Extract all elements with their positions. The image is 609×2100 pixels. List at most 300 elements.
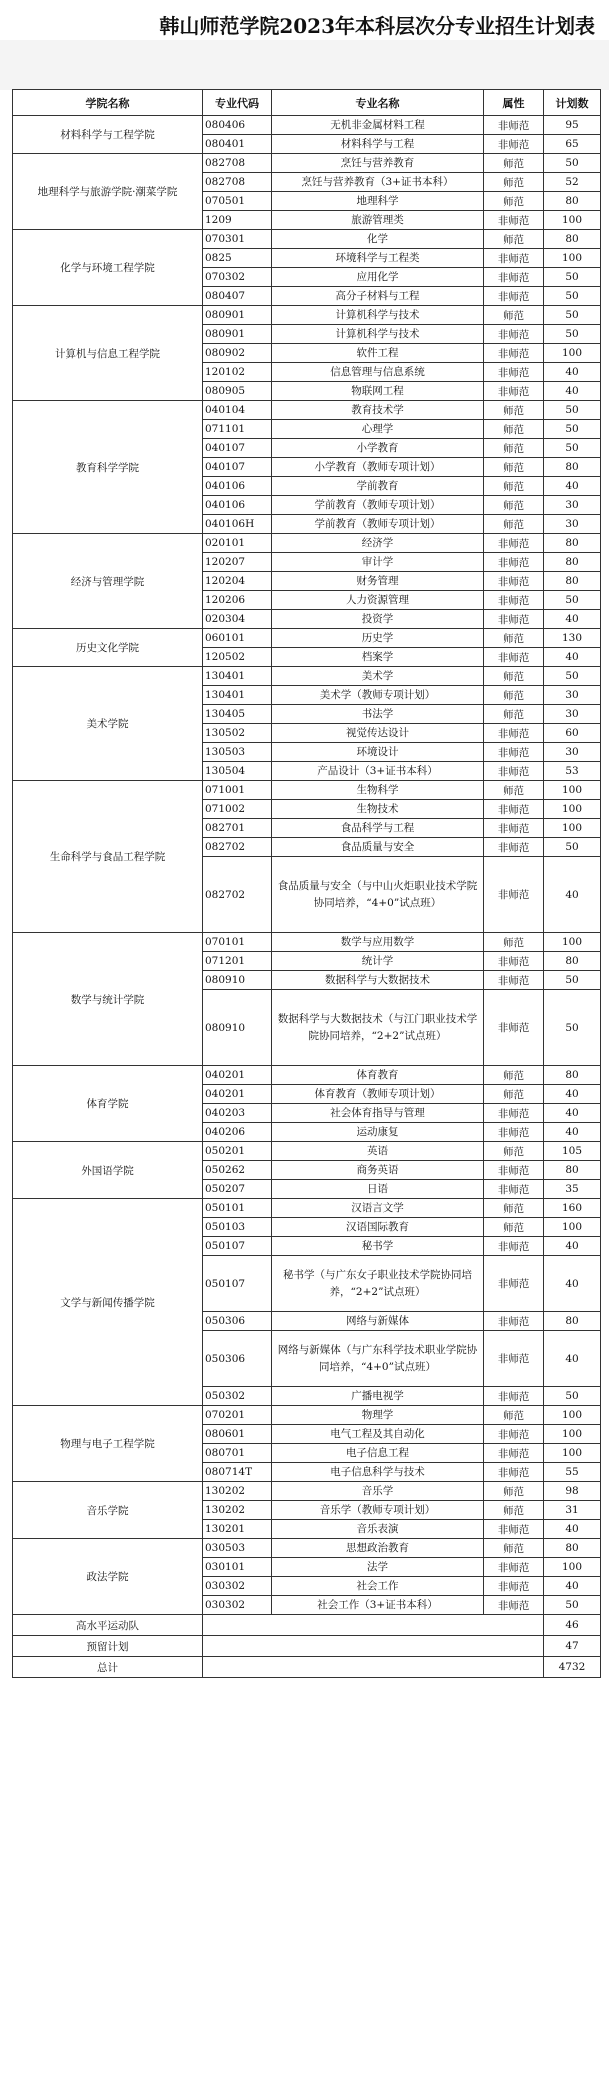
major-code: 070101	[203, 933, 272, 952]
major-name: 小学教育（教师专项计划）	[272, 458, 484, 477]
major-name: 投资学	[272, 610, 484, 629]
major-code: 080601	[203, 1425, 272, 1444]
major-name: 音乐表演	[272, 1520, 484, 1539]
major-code: 080910	[203, 990, 272, 1066]
plan-count: 80	[544, 1312, 601, 1331]
table-header-row	[13, 90, 601, 116]
plan-count: 130	[544, 629, 601, 648]
plan-count: 50	[544, 990, 601, 1066]
college-name: 政法学院	[13, 1539, 203, 1615]
college-name: 材料科学与工程学院	[13, 116, 203, 154]
major-name: 秘书学	[272, 1237, 484, 1256]
major-code: 040201	[203, 1085, 272, 1104]
summary-label: 预留计划	[13, 1636, 203, 1657]
major-code: 071101	[203, 420, 272, 439]
major-name: 美术学（教师专项计划）	[272, 686, 484, 705]
major-code: 070201	[203, 1406, 272, 1425]
plan-count: 100	[544, 1406, 601, 1425]
major-code: 050107	[203, 1256, 272, 1312]
major-attribute: 师范	[484, 439, 544, 458]
major-name: 历史学	[272, 629, 484, 648]
major-attribute: 非师范	[484, 268, 544, 287]
major-code: 130401	[203, 667, 272, 686]
major-code: 130401	[203, 686, 272, 705]
major-code: 080902	[203, 344, 272, 363]
major-code: 030302	[203, 1577, 272, 1596]
major-code: 050207	[203, 1180, 272, 1199]
major-attribute: 非师范	[484, 1161, 544, 1180]
plan-count: 100	[544, 211, 601, 230]
major-code: 080401	[203, 135, 272, 154]
table-row	[13, 1199, 601, 1218]
major-attribute: 师范	[484, 230, 544, 249]
plan-count: 50	[544, 287, 601, 306]
plan-count: 100	[544, 800, 601, 819]
major-name: 社会体育指导与管理	[272, 1104, 484, 1123]
major-name: 财务管理	[272, 572, 484, 591]
major-code: 050302	[203, 1387, 272, 1406]
college-name: 计算机与信息工程学院	[13, 306, 203, 401]
major-code: 130503	[203, 743, 272, 762]
summary-empty-cell	[203, 1615, 544, 1636]
summary-row	[13, 1636, 601, 1657]
plan-count: 40	[544, 1123, 601, 1142]
plan-count: 40	[544, 610, 601, 629]
plan-count: 100	[544, 933, 601, 952]
major-code: 071001	[203, 781, 272, 800]
major-attribute: 师范	[484, 1142, 544, 1161]
major-code: 040107	[203, 439, 272, 458]
major-attribute: 非师范	[484, 1463, 544, 1482]
plan-count: 40	[544, 1256, 601, 1312]
table-row	[13, 629, 601, 648]
major-code: 070501	[203, 192, 272, 211]
major-name: 旅游管理类	[272, 211, 484, 230]
table-row	[13, 230, 601, 249]
plan-count: 50	[544, 667, 601, 686]
major-attribute: 非师范	[484, 724, 544, 743]
major-name: 日语	[272, 1180, 484, 1199]
plan-count: 50	[544, 838, 601, 857]
plan-count: 53	[544, 762, 601, 781]
major-name: 书法学	[272, 705, 484, 724]
plan-count: 40	[544, 857, 601, 933]
plan-count: 40	[544, 1104, 601, 1123]
major-attribute: 师范	[484, 1199, 544, 1218]
summary-empty-cell	[203, 1636, 544, 1657]
major-attribute: 非师范	[484, 249, 544, 268]
plan-count: 65	[544, 135, 601, 154]
major-attribute: 师范	[484, 686, 544, 705]
plan-count: 50	[544, 401, 601, 420]
major-attribute: 非师范	[484, 1577, 544, 1596]
major-code: 070302	[203, 268, 272, 287]
major-code: 071002	[203, 800, 272, 819]
major-attribute: 非师范	[484, 591, 544, 610]
college-name: 历史文化学院	[13, 629, 203, 667]
plan-count: 40	[544, 382, 601, 401]
major-code: 050103	[203, 1218, 272, 1237]
major-code: 120204	[203, 572, 272, 591]
plan-count: 50	[544, 439, 601, 458]
table-row	[13, 933, 601, 952]
major-code: 130502	[203, 724, 272, 743]
header-band	[0, 40, 609, 90]
major-attribute: 非师范	[484, 610, 544, 629]
major-code: 050306	[203, 1312, 272, 1331]
major-name: 食品科学与工程	[272, 819, 484, 838]
table-row	[13, 306, 601, 325]
college-name: 物理与电子工程学院	[13, 1406, 203, 1482]
major-attribute: 非师范	[484, 800, 544, 819]
header-college: 学院名称	[13, 90, 203, 116]
major-name: 社会工作	[272, 1577, 484, 1596]
major-code: 050101	[203, 1199, 272, 1218]
summary-plan-count: 46	[544, 1615, 601, 1636]
table-row	[13, 1066, 601, 1085]
major-code: 082708	[203, 173, 272, 192]
major-attribute: 非师范	[484, 838, 544, 857]
major-code: 082708	[203, 154, 272, 173]
major-name: 数学与应用数学	[272, 933, 484, 952]
major-code: 120102	[203, 363, 272, 382]
plan-count: 100	[544, 1558, 601, 1577]
major-code: 030101	[203, 1558, 272, 1577]
major-attribute: 师范	[484, 933, 544, 952]
major-code: 071201	[203, 952, 272, 971]
major-code: 040106	[203, 477, 272, 496]
plan-count: 80	[544, 572, 601, 591]
college-name: 音乐学院	[13, 1482, 203, 1539]
table-row	[13, 1539, 601, 1558]
major-code: 050107	[203, 1237, 272, 1256]
major-code: 080407	[203, 287, 272, 306]
major-attribute: 非师范	[484, 1237, 544, 1256]
major-name: 心理学	[272, 420, 484, 439]
major-name: 视觉传达设计	[272, 724, 484, 743]
major-code: 130201	[203, 1520, 272, 1539]
major-attribute: 非师范	[484, 1104, 544, 1123]
college-name: 生命科学与食品工程学院	[13, 781, 203, 933]
plan-count: 80	[544, 534, 601, 553]
major-attribute: 师范	[484, 705, 544, 724]
major-name: 产品设计（3+证书本科）	[272, 762, 484, 781]
college-name: 文学与新闻传播学院	[13, 1199, 203, 1406]
major-name: 应用化学	[272, 268, 484, 287]
major-attribute: 非师范	[484, 1312, 544, 1331]
major-name: 档案学	[272, 648, 484, 667]
major-code: 080910	[203, 971, 272, 990]
table-row	[13, 1142, 601, 1161]
college-name: 数学与统计学院	[13, 933, 203, 1066]
major-name: 软件工程	[272, 344, 484, 363]
major-code: 130405	[203, 705, 272, 724]
major-attribute: 师范	[484, 1085, 544, 1104]
major-name: 高分子材料与工程	[272, 287, 484, 306]
major-name: 运动康复	[272, 1123, 484, 1142]
major-attribute: 非师范	[484, 990, 544, 1066]
header-attribute: 属性	[484, 90, 544, 116]
major-attribute: 非师范	[484, 857, 544, 933]
major-code: 080406	[203, 116, 272, 135]
major-name: 无机非金属材料工程	[272, 116, 484, 135]
major-name: 经济学	[272, 534, 484, 553]
plan-count: 40	[544, 1331, 601, 1387]
plan-count: 98	[544, 1482, 601, 1501]
major-attribute: 非师范	[484, 572, 544, 591]
table-row	[13, 154, 601, 173]
major-code: 040106	[203, 496, 272, 515]
major-code: 040104	[203, 401, 272, 420]
major-name: 社会工作（3+证书本科）	[272, 1596, 484, 1615]
major-name: 音乐学（教师专项计划）	[272, 1501, 484, 1520]
major-attribute: 非师范	[484, 1123, 544, 1142]
major-name: 商务英语	[272, 1161, 484, 1180]
major-name: 网络与新媒体（与广东科学技术职业学院协同培养，“4+0”试点班）	[272, 1331, 484, 1387]
major-code: 130202	[203, 1501, 272, 1520]
major-attribute: 非师范	[484, 553, 544, 572]
major-attribute: 师范	[484, 306, 544, 325]
major-attribute: 师范	[484, 629, 544, 648]
plan-count: 40	[544, 1085, 601, 1104]
plan-count: 40	[544, 363, 601, 382]
major-code: 050306	[203, 1331, 272, 1387]
major-code: 030503	[203, 1539, 272, 1558]
plan-count: 160	[544, 1199, 601, 1218]
major-code: 080901	[203, 325, 272, 344]
major-attribute: 非师范	[484, 1444, 544, 1463]
major-name: 汉语言文学	[272, 1199, 484, 1218]
plan-count: 40	[544, 1237, 601, 1256]
plan-count: 50	[544, 325, 601, 344]
major-attribute: 非师范	[484, 952, 544, 971]
major-name: 体育教育（教师专项计划）	[272, 1085, 484, 1104]
major-attribute: 师范	[484, 515, 544, 534]
major-name: 美术学	[272, 667, 484, 686]
major-name: 学前教育（教师专项计划）	[272, 515, 484, 534]
major-code: 080901	[203, 306, 272, 325]
major-name: 电子信息科学与技术	[272, 1463, 484, 1482]
major-attribute: 非师范	[484, 325, 544, 344]
major-attribute: 师范	[484, 477, 544, 496]
plan-count: 80	[544, 1161, 601, 1180]
major-name: 人力资源管理	[272, 591, 484, 610]
major-name: 生物技术	[272, 800, 484, 819]
table-body	[13, 116, 601, 1678]
college-name: 外国语学院	[13, 1142, 203, 1199]
major-name: 材料科学与工程	[272, 135, 484, 154]
major-code: 020101	[203, 534, 272, 553]
plan-count: 40	[544, 648, 601, 667]
plan-count: 50	[544, 1596, 601, 1615]
plan-count: 95	[544, 116, 601, 135]
major-name: 体育教育	[272, 1066, 484, 1085]
major-attribute: 非师范	[484, 648, 544, 667]
plan-count: 100	[544, 819, 601, 838]
major-name: 生物科学	[272, 781, 484, 800]
major-name: 环境设计	[272, 743, 484, 762]
major-name: 电气工程及其自动化	[272, 1425, 484, 1444]
table-row	[13, 781, 601, 800]
major-code: 120206	[203, 591, 272, 610]
college-name: 体育学院	[13, 1066, 203, 1142]
plan-count: 31	[544, 1501, 601, 1520]
plan-count: 30	[544, 515, 601, 534]
plan-count: 100	[544, 1444, 601, 1463]
plan-count: 100	[544, 1425, 601, 1444]
major-attribute: 师范	[484, 1501, 544, 1520]
major-attribute: 非师范	[484, 1558, 544, 1577]
major-name: 计算机科学与技术	[272, 306, 484, 325]
header-plan: 计划数	[544, 90, 601, 116]
major-code: 040206	[203, 1123, 272, 1142]
major-name: 化学	[272, 230, 484, 249]
plan-count: 80	[544, 192, 601, 211]
plan-count: 40	[544, 1520, 601, 1539]
major-code: 0825	[203, 249, 272, 268]
plan-count: 50	[544, 591, 601, 610]
plan-count: 60	[544, 724, 601, 743]
college-name: 美术学院	[13, 667, 203, 781]
college-name: 地理科学与旅游学院·潮菜学院	[13, 154, 203, 230]
plan-count: 30	[544, 743, 601, 762]
plan-count: 80	[544, 553, 601, 572]
summary-row	[13, 1657, 601, 1678]
major-name: 物理学	[272, 1406, 484, 1425]
major-code: 082702	[203, 838, 272, 857]
major-name: 统计学	[272, 952, 484, 971]
major-code: 080714T	[203, 1463, 272, 1482]
header-major: 专业名称	[272, 90, 484, 116]
plan-count: 80	[544, 230, 601, 249]
major-attribute: 非师范	[484, 1256, 544, 1312]
major-name: 计算机科学与技术	[272, 325, 484, 344]
major-name: 学前教育	[272, 477, 484, 496]
plan-count: 100	[544, 1218, 601, 1237]
major-code: 130504	[203, 762, 272, 781]
major-code: 050262	[203, 1161, 272, 1180]
major-name: 法学	[272, 1558, 484, 1577]
plan-count: 30	[544, 686, 601, 705]
plan-count: 40	[544, 1577, 601, 1596]
major-attribute: 师范	[484, 1066, 544, 1085]
plan-count: 50	[544, 971, 601, 990]
major-code: 060101	[203, 629, 272, 648]
major-code: 040203	[203, 1104, 272, 1123]
major-attribute: 非师范	[484, 1425, 544, 1444]
summary-label: 总计	[13, 1657, 203, 1678]
major-attribute: 师范	[484, 192, 544, 211]
plan-count: 50	[544, 154, 601, 173]
major-code: 082701	[203, 819, 272, 838]
major-attribute: 师范	[484, 781, 544, 800]
major-name: 汉语国际教育	[272, 1218, 484, 1237]
major-code: 040107	[203, 458, 272, 477]
major-attribute: 师范	[484, 420, 544, 439]
page-title: 韩山师范学院2023年本科层次分专业招生计划表	[159, 14, 595, 38]
major-attribute: 师范	[484, 173, 544, 192]
major-attribute: 非师范	[484, 819, 544, 838]
major-attribute: 非师范	[484, 135, 544, 154]
table-row	[13, 667, 601, 686]
plan-count: 55	[544, 1463, 601, 1482]
major-code: 082702	[203, 857, 272, 933]
plan-count: 80	[544, 1066, 601, 1085]
major-name: 烹饪与营养教育（3+证书本科）	[272, 173, 484, 192]
major-name: 网络与新媒体	[272, 1312, 484, 1331]
major-attribute: 非师范	[484, 363, 544, 382]
plan-count: 100	[544, 344, 601, 363]
major-name: 食品质量与安全（与中山火炬职业技术学院协同培养，“4+0”试点班）	[272, 857, 484, 933]
major-name: 秘书学（与广东女子职业技术学院协同培养，“2+2”试点班）	[272, 1256, 484, 1312]
plan-count: 100	[544, 249, 601, 268]
plan-count: 105	[544, 1142, 601, 1161]
major-name: 广播电视学	[272, 1387, 484, 1406]
summary-row	[13, 1615, 601, 1636]
major-attribute: 非师范	[484, 1596, 544, 1615]
summary-empty-cell	[203, 1657, 544, 1678]
summary-plan-count: 4732	[544, 1657, 601, 1678]
table-row	[13, 1406, 601, 1425]
major-name: 食品质量与安全	[272, 838, 484, 857]
table-row	[13, 401, 601, 420]
major-attribute: 非师范	[484, 116, 544, 135]
plan-count: 50	[544, 306, 601, 325]
major-name: 数据科学与大数据技术（与江门职业技术学院协同培养，“2+2”试点班）	[272, 990, 484, 1066]
major-attribute: 非师范	[484, 971, 544, 990]
major-attribute: 非师范	[484, 743, 544, 762]
major-name: 音乐学	[272, 1482, 484, 1501]
major-code: 070301	[203, 230, 272, 249]
major-code: 120502	[203, 648, 272, 667]
summary-label: 高水平运动队	[13, 1615, 203, 1636]
college-name: 化学与环境工程学院	[13, 230, 203, 306]
major-attribute: 非师范	[484, 534, 544, 553]
major-attribute: 非师范	[484, 287, 544, 306]
header-code: 专业代码	[203, 90, 272, 116]
major-name: 环境科学与工程类	[272, 249, 484, 268]
major-code: 120207	[203, 553, 272, 572]
major-code: 040106H	[203, 515, 272, 534]
major-attribute: 师范	[484, 154, 544, 173]
major-attribute: 非师范	[484, 382, 544, 401]
major-attribute: 非师范	[484, 1520, 544, 1539]
major-name: 审计学	[272, 553, 484, 572]
major-attribute: 师范	[484, 1482, 544, 1501]
plan-count: 40	[544, 477, 601, 496]
major-attribute: 师范	[484, 496, 544, 515]
major-attribute: 师范	[484, 1406, 544, 1425]
plan-count: 30	[544, 705, 601, 724]
table-row	[13, 116, 601, 135]
major-name: 信息管理与信息系统	[272, 363, 484, 382]
major-attribute: 非师范	[484, 1180, 544, 1199]
major-name: 烹饪与营养教育	[272, 154, 484, 173]
college-name: 经济与管理学院	[13, 534, 203, 629]
major-attribute: 师范	[484, 458, 544, 477]
plan-count: 80	[544, 952, 601, 971]
major-name: 地理科学	[272, 192, 484, 211]
table-row	[13, 534, 601, 553]
major-code: 080701	[203, 1444, 272, 1463]
major-code: 050201	[203, 1142, 272, 1161]
college-name: 教育科学学院	[13, 401, 203, 534]
plan-count: 50	[544, 420, 601, 439]
table-row	[13, 1482, 601, 1501]
major-attribute: 非师范	[484, 211, 544, 230]
major-attribute: 师范	[484, 401, 544, 420]
major-attribute: 师范	[484, 667, 544, 686]
